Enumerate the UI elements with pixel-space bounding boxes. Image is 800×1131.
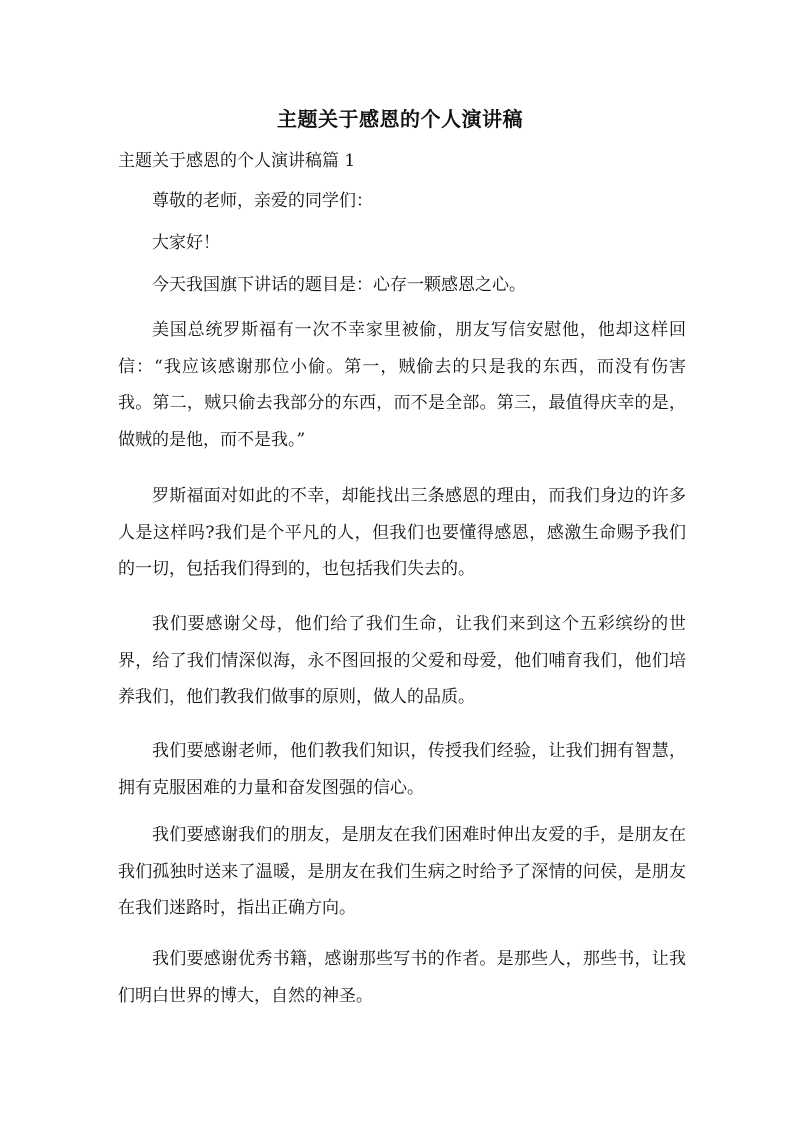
greeting-line: 大家好！ xyxy=(152,233,220,253)
paragraph-thank-friends: 我们要感谢我们的朋友，是朋友在我们困难时伸出友爱的手，是朋友在我们孤独时送来了温暖，是朋友在我们生病之时给予了深情的问侯，是朋友在我们迷路时，指出正确方向。 xyxy=(118,825,686,918)
paragraph-thank-parents: 我们要感谢父母，他们给了我们生命，让我们来到这个五彩缤纷的世界，给了我们情深似海，永不图回报的父爱和母爱，他们哺育我们，他们培养我们，他们教我们做事的原则，做人的品质。 xyxy=(118,614,686,707)
paragraph-thank-teachers: 我们要感谢老师，他们教我们知识，传授我们经验，让我们拥有智慧，拥有克服困难的力量和奋发图强的信心。 xyxy=(118,741,686,798)
document-title: 主题关于感恩的个人演讲稿 xyxy=(277,107,523,131)
paragraph-thank-books: 我们要感谢优秀书籍，感谢那些写书的作者。是那些人，那些书，让我们明白世界的博大，自然的神圣。 xyxy=(118,949,686,1006)
salutation-line: 尊敬的老师，亲爱的同学们： xyxy=(152,191,373,211)
paragraph-roosevelt-story: 美国总统罗斯福有一次不幸家里被偷，朋友写信安慰他，他却这样回信：“我应该感谢那位小偷。第一，贼偷去的只是我的东西，而没有伤害我。第二，贼只偷去我部分的东西，而不是全部。第三，最值得庆幸的是，做贼的是他，而不是我。” xyxy=(118,320,686,450)
paragraph-reasons: 罗斯福面对如此的不幸，却能找出三条感恩的理由，而我们身边的许多人是这样吗?我们是个平凡的人，但我们也要懂得感恩，感激生命赐予我们的一切，包括我们得到的，也包括我们失去的。 xyxy=(118,486,686,579)
section-heading: 主题关于感恩的个人演讲稿篇 1 xyxy=(118,151,356,171)
paragraph-topic: 今天我国旗下讲话的题目是：心存一颗感恩之心。 xyxy=(152,275,526,295)
